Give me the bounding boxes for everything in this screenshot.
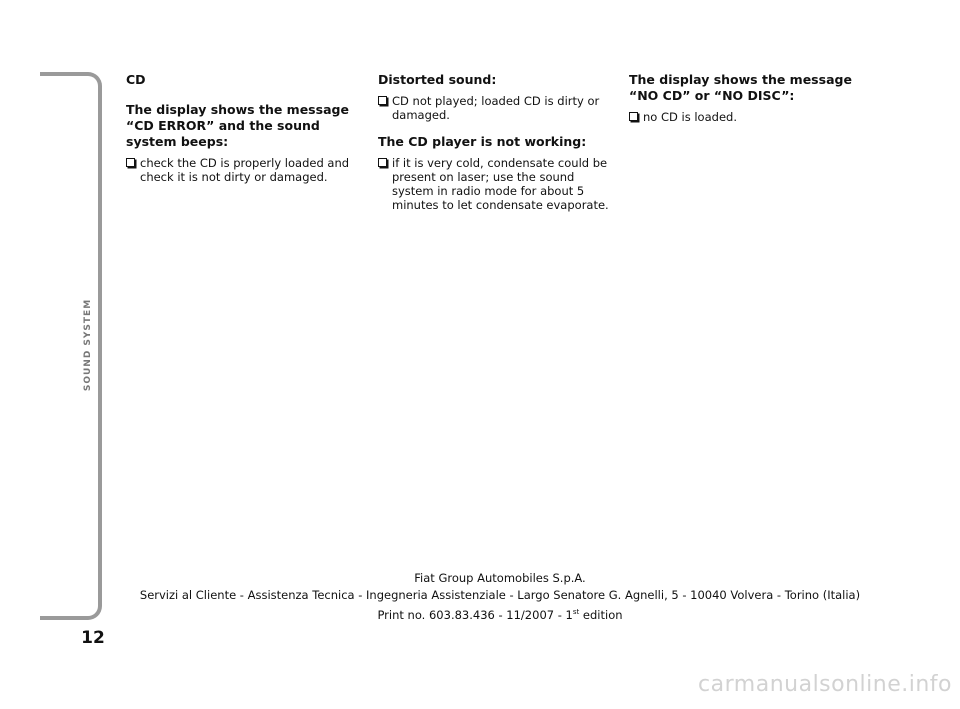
heading-distorted-sound: Distorted sound: <box>378 72 497 87</box>
heading-cd-player-not-working: The CD player is not working: <box>378 134 587 149</box>
publisher-footer <box>130 570 870 624</box>
heading-cd-error: The display shows the message “CD ERROR” and the sound system beeps: <box>126 102 349 149</box>
footer-company: Fiat Group Automobiles S.p.A. <box>414 571 586 585</box>
checkbox-bullet-icon <box>378 96 387 105</box>
list-item: if it is very cold, condensate could be present on laser; use the sound system in radio mode for about 5 minutes to let condensate evaporate. <box>378 156 616 212</box>
checkbox-bullet-icon <box>378 158 387 167</box>
list-item: no CD is loaded. <box>629 110 867 124</box>
footer-print-info: Print no. 603.83.436 - 11/2007 - 1st edition <box>377 607 623 622</box>
column-no-cd <box>629 72 867 128</box>
column-cd-error <box>126 72 364 188</box>
list-item: CD not played; loaded CD is dirty or damaged. <box>378 94 616 122</box>
checkbox-bullet-icon <box>629 112 638 121</box>
watermark: carmanualsonline.info <box>698 672 952 697</box>
checkbox-bullet-icon <box>126 158 135 167</box>
section-label: SOUND SYSTEM <box>83 298 93 392</box>
section-title: CD <box>126 72 146 87</box>
heading-no-cd: The display shows the message “NO CD” or “NO DISC”: <box>629 72 852 103</box>
column-distorted-sound <box>378 72 616 216</box>
page-number: 12 <box>81 628 105 648</box>
footer-address: Servizi al Cliente - Assistenza Tecnica - Ingegneria Assistenziale - Largo Senatore G. Agnelli, 5 - 10040 Volvera - Torino (Italia) <box>139 588 861 602</box>
list-item: check the CD is properly loaded and check it is not dirty or damaged. <box>126 156 364 184</box>
